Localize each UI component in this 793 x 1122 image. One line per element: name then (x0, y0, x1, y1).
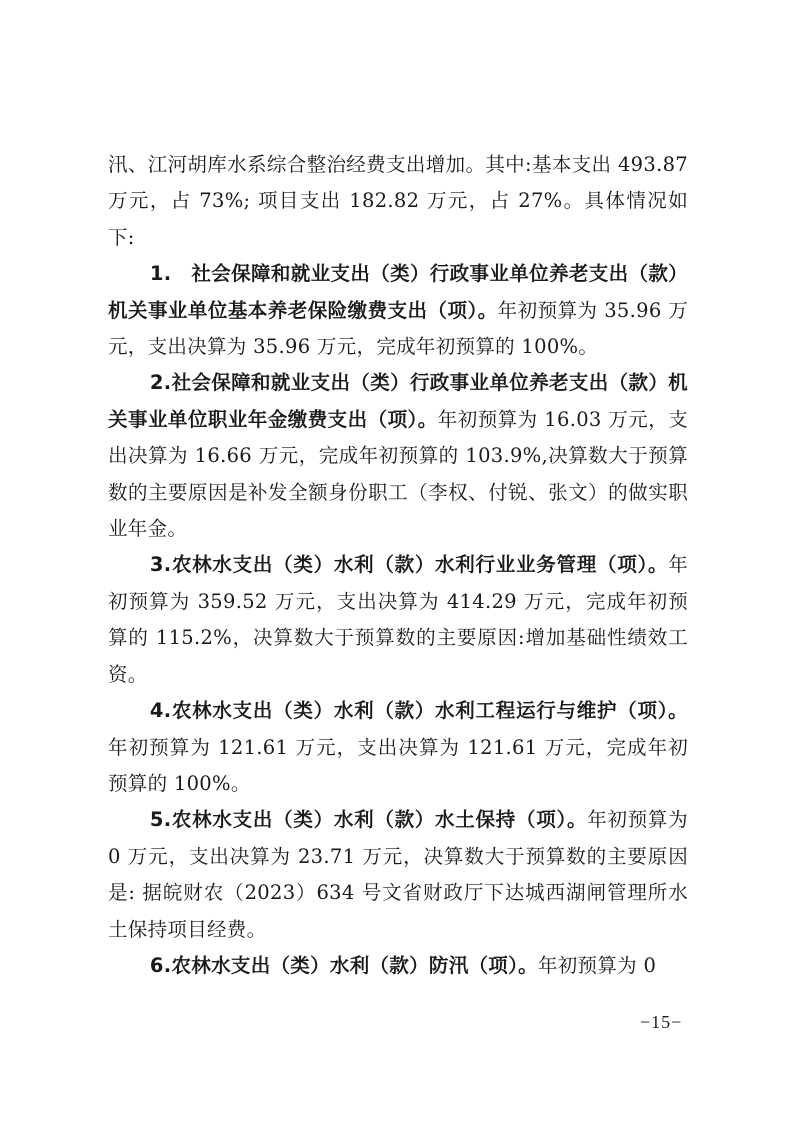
paragraph-item-6 (108, 948, 688, 984)
paragraph-continuation (108, 147, 688, 256)
paragraph-text: 汛、江河胡库水系综合整治经费支出增加。其中:基本支出 493.87 万元，占 73%; 项目支出 182.82 万元，占 27%。具体情况如下: (108, 153, 688, 249)
body-text (108, 147, 688, 984)
item-heading: 2.社会保障和就业支出（类）行政事业单位养老支出（款）机关事业单位职业年金缴费支出（项）。 (108, 371, 688, 431)
paragraph-item-3 (108, 547, 688, 693)
item-text: 年初预算为 121.61 万元，支出决算为 121.61 万元，完成年初预算的 100%。 (108, 735, 688, 795)
paragraph-item-1 (108, 256, 688, 365)
paragraph-item-4 (108, 693, 688, 802)
item-text: 年初预算为 16.03 万元，支出决算为 16.66 万元，完成年初预算的 103.9%,决算数大于预算数的主要原因是补发全额身份职工（李权、付锐、张文）的做实职业年金。 (108, 407, 688, 541)
paragraph-item-5 (108, 802, 688, 948)
page-number: −15− (640, 1012, 683, 1032)
paragraph-item-2 (108, 365, 688, 547)
item-heading: 1. 社会保障和就业支出（类）行政事业单位养老支出（款）机关事业单位基本养老保险缴费支出（项）。 (108, 262, 688, 322)
item-heading: 4.农林水支出（类）水利（款）水利工程运行与维护（项）。 (149, 699, 688, 723)
item-text: 年初预算为 359.52 万元，支出决算为 414.29 万元，完成年初预算的 115.2%，决算数大于预算数的主要原因:增加基础性绩效工资。 (108, 553, 688, 686)
item-text: 年初预算为 0 (537, 953, 657, 977)
item-heading: 6.农林水支出（类）水利（款）防汛（项）。 (149, 953, 538, 977)
item-heading: 3.农林水支出（类）水利（款）水利行业业务管理（项）。 (149, 553, 669, 577)
item-text: 年初预算为 35.96 万元，支出决算为 35.96 万元，完成年初预算的 100%。 (108, 298, 688, 359)
item-text: 年初预算为 0 万元，支出决算为 23.71 万元，决算数大于预算数的主要原因是: 据皖财农（2023）634 号文省财政厅下达城西湖闸管理所水土保持项目经费。 (108, 808, 688, 941)
item-heading: 5.农林水支出（类）水利（款）水土保持（项）。 (149, 808, 588, 832)
